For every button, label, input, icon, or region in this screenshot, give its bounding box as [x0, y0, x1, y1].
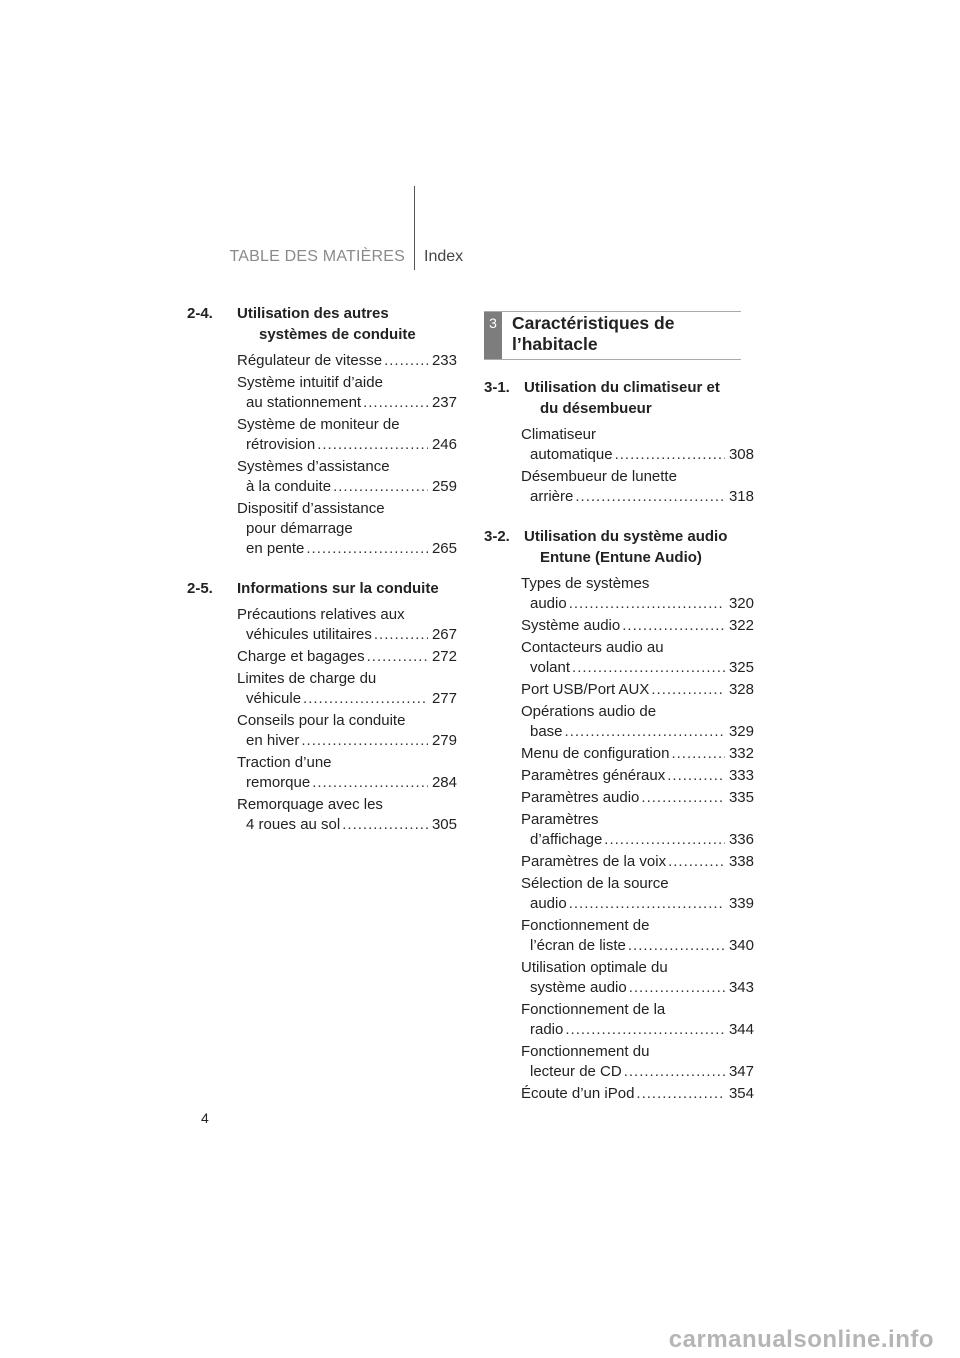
entry-page-number: 318 [728, 488, 754, 505]
entry-text-line: Fonctionnement de [521, 917, 650, 934]
toc-entry[interactable] [521, 744, 754, 764]
entry-text-line: Système intuitif d’aide [237, 374, 383, 391]
entry-text-line: Paramètres généraux [521, 767, 666, 784]
toc-entry[interactable] [521, 616, 754, 636]
section-title-line: Utilisation des autres [237, 305, 389, 322]
section-title-line: Informations sur la conduite [237, 580, 439, 597]
entry-page-number: 277 [431, 690, 457, 707]
dot-leader [572, 658, 725, 678]
watermark-text: carmanualsonline.info [668, 1326, 934, 1353]
section-title [484, 526, 754, 568]
section-title [187, 303, 457, 345]
entry-text-line: au stationnement [246, 394, 362, 411]
section-heading [484, 377, 754, 419]
section-number: 3-1. [484, 379, 510, 396]
entry-text-line: Climatiseur [521, 426, 597, 443]
entry-page-number: 308 [728, 446, 754, 463]
entry-text-line: Limites de charge du [237, 670, 377, 687]
toc-entry[interactable] [237, 373, 457, 413]
dot-leader [629, 978, 725, 998]
entry-text-line: Traction d’une [237, 754, 332, 771]
dot-leader [374, 625, 428, 645]
toc-entry[interactable] [237, 499, 457, 559]
toc-entry[interactable] [521, 916, 754, 956]
toc-entry[interactable] [237, 795, 457, 835]
toc-entry[interactable] [521, 1042, 754, 1082]
entry-page-number: 259 [431, 478, 457, 495]
dot-leader [671, 744, 725, 764]
entry-text-line: Port USB/Port AUX [521, 681, 650, 698]
dot-leader [622, 616, 725, 636]
entry-page-number: 279 [431, 732, 457, 749]
entry-page-number: 329 [728, 723, 754, 740]
nav-divider [414, 186, 415, 270]
entry-text-line: audio [530, 895, 567, 912]
entry-page-number: 354 [728, 1085, 754, 1102]
dot-leader [569, 594, 725, 614]
entry-text-line: Écoute d’un iPod [521, 1085, 635, 1102]
entry-page-number: 237 [431, 394, 457, 411]
section-spacer [484, 509, 754, 526]
entry-text-line: en pente [246, 540, 305, 557]
entry-text-line: radio [530, 1021, 564, 1038]
entry-text-line: système audio [530, 979, 627, 996]
dot-leader [641, 788, 725, 808]
entry-text-line: Opérations audio de [521, 703, 657, 720]
section-heading [187, 303, 457, 345]
entry-text-line: Système audio [521, 617, 621, 634]
section-title-line: Entune (Entune Audio) [540, 549, 702, 566]
dot-leader [651, 680, 725, 700]
dot-leader [604, 830, 725, 850]
entry-page-number: 339 [728, 895, 754, 912]
section-title-line: systèmes de conduite [259, 326, 416, 343]
entry-text-line: audio [530, 595, 567, 612]
entry-text-line: remorque [246, 774, 311, 791]
dot-leader [342, 815, 428, 835]
toc-entry[interactable] [521, 810, 754, 850]
dot-leader [301, 731, 428, 751]
entry-page-number: 340 [728, 937, 754, 954]
section-title-line: Utilisation du climatiseur et [524, 379, 720, 396]
entry-text-line: Fonctionnement du [521, 1043, 650, 1060]
section-number: 3-2. [484, 528, 510, 545]
toc-link[interactable]: TABLE DES MATIÈRES [229, 248, 405, 265]
entry-page-number: 328 [728, 681, 754, 698]
dot-leader [668, 852, 725, 872]
entry-page-number: 343 [728, 979, 754, 996]
section-number: 2-5. [187, 580, 213, 597]
entry-text-line: véhicules utilitaires [246, 626, 372, 643]
entry-text-line: Systèmes d’assistance [237, 458, 390, 475]
section-number: 2-4. [187, 305, 213, 322]
dot-leader [667, 766, 725, 786]
chapter-header [484, 311, 741, 360]
section-spacer [187, 561, 457, 578]
dot-leader [565, 722, 725, 742]
toc-entry[interactable] [237, 711, 457, 751]
dot-leader [384, 351, 428, 371]
entry-text-line: véhicule [246, 690, 302, 707]
toc-entry[interactable] [521, 638, 754, 678]
dot-leader [303, 689, 428, 709]
entry-text-line: Utilisation optimale du [521, 959, 668, 976]
toc-entry[interactable] [237, 669, 457, 709]
entry-page-number: 246 [431, 436, 457, 453]
entry-page-number: 267 [431, 626, 457, 643]
entry-text-line: à la conduite [246, 478, 332, 495]
dot-leader [636, 1084, 725, 1104]
toc-entry[interactable] [237, 647, 457, 667]
toc-entry[interactable] [521, 702, 754, 742]
entry-text-line: arrière [530, 488, 574, 505]
entry-text-line: Menu de configuration [521, 745, 670, 762]
entry-text-line: Conseils pour la conduite [237, 712, 406, 729]
section-heading [484, 526, 754, 568]
section-title [484, 377, 754, 419]
dot-leader [317, 435, 428, 455]
entry-page-number: 335 [728, 789, 754, 806]
toc-entry[interactable] [521, 1000, 754, 1040]
toc-entry[interactable] [237, 415, 457, 455]
entry-page-number: 336 [728, 831, 754, 848]
entry-list [187, 351, 457, 559]
entry-text-line: Régulateur de vitesse [237, 352, 383, 369]
entry-text-line: Désembueur de lunette [521, 468, 677, 485]
toc-entry[interactable] [237, 351, 457, 371]
entry-text-line: Paramètres [521, 811, 599, 828]
section-title-line: du désembueur [540, 400, 652, 417]
entry-text-line: Précautions relatives aux [237, 606, 405, 623]
entry-page-number: 344 [728, 1021, 754, 1038]
entry-page-number: 272 [431, 648, 457, 665]
page-number: 4 [201, 1110, 209, 1126]
entry-text-line: 4 roues au sol [246, 816, 341, 833]
section-heading [187, 578, 457, 599]
dot-leader [333, 477, 428, 497]
dot-leader [575, 487, 725, 507]
toc-entry[interactable] [521, 852, 754, 872]
section-title [187, 578, 457, 599]
dot-leader [615, 445, 725, 465]
entry-page-number: 305 [431, 816, 457, 833]
section-title-line: Utilisation du système audio [524, 528, 728, 545]
toc-entry[interactable] [521, 958, 754, 998]
dot-leader [628, 936, 725, 956]
entry-text-line: volant [530, 659, 571, 676]
entry-text-line: Système de moniteur de [237, 416, 400, 433]
index-link[interactable]: Index [424, 248, 464, 265]
toc-entry[interactable] [521, 788, 754, 808]
toc-right-column [484, 377, 754, 1106]
entry-text-line: lecteur de CD [530, 1063, 622, 1080]
chapter-number-tab: 3 [484, 312, 502, 359]
toc-entry[interactable] [521, 1084, 754, 1104]
toc-entry[interactable] [521, 874, 754, 914]
entry-page-number: 265 [431, 540, 457, 557]
entry-text-line: en hiver [246, 732, 300, 749]
entry-list [484, 425, 754, 507]
chapter-title: Caractéristiques de l’habitacle [512, 313, 675, 354]
dot-leader [363, 393, 428, 413]
entry-text-line: Dispositif d’assistance [237, 500, 385, 517]
dot-leader [565, 1020, 725, 1040]
dot-leader [312, 773, 428, 793]
toc-entry[interactable] [521, 680, 754, 700]
top-navigation [0, 244, 960, 270]
entry-page-number: 322 [728, 617, 754, 634]
entry-text-line: Sélection de la source [521, 875, 669, 892]
entry-text-line: base [530, 723, 563, 740]
entry-text-line: pour démarrage [246, 520, 353, 537]
dot-leader [569, 894, 725, 914]
entry-page-number: 233 [431, 352, 457, 369]
entry-text-line: Remorquage avec les [237, 796, 383, 813]
toc-entry[interactable] [521, 766, 754, 786]
entry-page-number: 320 [728, 595, 754, 612]
entry-text-line: Paramètres audio [521, 789, 640, 806]
entry-page-number: 347 [728, 1063, 754, 1080]
entry-text-line: Charge et bagages [237, 648, 365, 665]
entry-page-number: 338 [728, 853, 754, 870]
entry-text-line: l’écran de liste [530, 937, 626, 954]
entry-text-line: Fonctionnement de la [521, 1001, 666, 1018]
entry-text-line: Types de systèmes [521, 575, 650, 592]
entry-page-number: 333 [728, 767, 754, 784]
toc-entry[interactable] [237, 605, 457, 645]
entry-page-number: 325 [728, 659, 754, 676]
entry-page-number: 284 [431, 774, 457, 791]
entry-list [187, 605, 457, 835]
entry-text-line: automatique [530, 446, 613, 463]
toc-entry[interactable] [237, 753, 457, 793]
toc-entry[interactable] [237, 457, 457, 497]
entry-text-line: Contacteurs audio au [521, 639, 664, 656]
entry-text-line: rétrovision [246, 436, 316, 453]
toc-left-column [187, 303, 457, 837]
entry-list [484, 574, 754, 1104]
entry-text-line: d’affichage [530, 831, 603, 848]
entry-page-number: 332 [728, 745, 754, 762]
entry-text-line: Paramètres de la voix [521, 853, 667, 870]
toc-entry[interactable] [521, 467, 754, 507]
dot-leader [624, 1062, 725, 1082]
toc-entry[interactable] [521, 574, 754, 614]
toc-entry[interactable] [521, 425, 754, 465]
dot-leader [306, 539, 428, 559]
dot-leader [367, 647, 428, 667]
